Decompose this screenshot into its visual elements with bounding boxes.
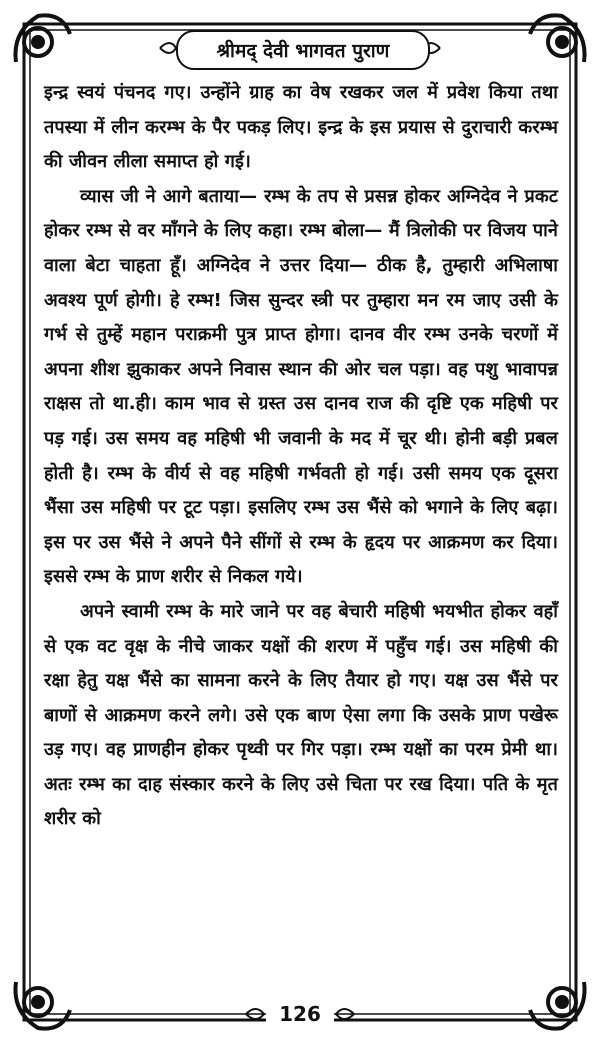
page-number: 126 bbox=[266, 1000, 334, 1028]
paragraph-1: इन्द्र स्वयं पंचनद गए। उन्होंने ग्राह का वेष रखकर जल में प्रवेश किया तथा तपस्या में लीन करम्भ के पैर पकड़ लिए। इन्द्र के इस प्रयास से दुराचारी करम्भ की जीवन लीला समाप्त हो गई। bbox=[44, 82, 558, 173]
paragraph-2: व्यास जी ने आगे बताया— रम्भ के तप से प्रसन्न होकर अग्निदेव ने प्रकट होकर रम्भ से वर माँगने के लिए कहा। रम्भ बोला— मैं त्रिलोकी पर विजय पाने वाला बेटा चाहता हूँ। अग्निदेव ने उत्तर दिया— ठीक है, तुम्हारी अभिलाषा अवश्य पूर्ण होगी। हे रम्भ! जिस सुन्दर स्त्री पर तुम्हारा मन रम जाए उसी के गर्भ से तुम्हें महान पराक्रमी पुत्र प्राप्त होगा। दानव वीर रम्भ उनके चरणों में अपना शीश झुकाकर अपने निवास स्थान की ओर चल पड़ा। वह पशु भावापन्न राक्षस तो था.ही। काम भाव से ग्रस्त उस दानव राज की दृष्टि एक महिषी पर पड़ गई। उस समय वह महिषी भी जवानी के मद में चूर थी। होनी बड़ी प्रबल होती है। रम्भ के वीर्य से वह महिषी गर्भवती हो गई। उसी समय एक दूसरा भैंसा उस महिषी पर टूट पड़ा। इसलिए रम्भ उस भैंसे को भगाने के लिए बढ़ा। इस पर उस भैंसे ने अपने पैने सींगों से रम्भ के हृदय पर आक्रमण कर दिया। इससे रम्भ के प्राण शरीर से निकल गये। bbox=[44, 185, 558, 588]
paragraph-3: अपने स्वामी रम्भ के मारे जाने पर वह बेचारी महिषी भयभीत होकर वहाँ से एक वट वृक्ष के नीचे जाकर यक्षों की शरण में पहुँच गई। उस महिषी की रक्षा हेतु यक्ष भैंसे का सामना करने के लिए तैयार हो गए। यक्ष उस भैंसे पर बाणों से आक्रमण करने लगे। उसे एक बाण ऐसा लगा कि उसके प्राण पखेरू उड़ गए। वह प्राणहीन होकर पृथ्वी पर गिर पड़ा। रम्भ यक्षों का परम प्रेमी था। अतः रम्भ का दाह संस्कार करने के लिए उसे चिता पर रख दिया। पति के मृत शरीर को bbox=[44, 600, 558, 830]
body-text bbox=[44, 76, 558, 837]
page-title: श्रीमद् देवी भागवत पुराण bbox=[176, 30, 430, 70]
